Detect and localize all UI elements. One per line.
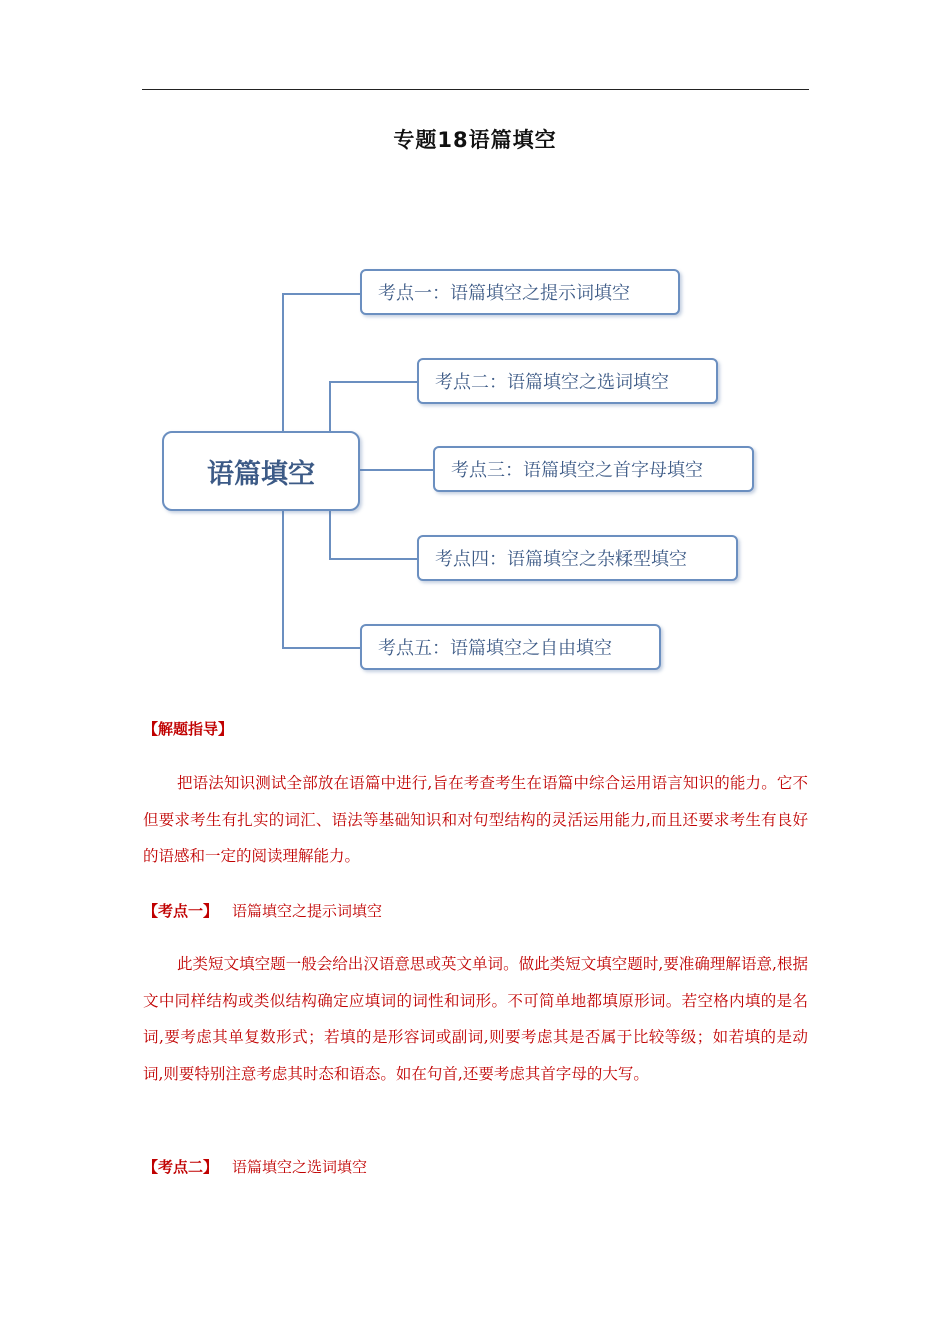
mindmap-connector <box>282 508 284 649</box>
mindmap-center-node: 语篇填空 <box>162 431 360 511</box>
mindmap-connector <box>282 647 360 649</box>
mindmap-connector <box>329 381 331 432</box>
mindmap-connector <box>329 381 417 383</box>
point2-heading <box>143 1156 367 1177</box>
mindmap-connector <box>282 293 360 295</box>
guide-paragraph: 把语法知识测试全部放在语篇中进行,旨在考查考生在语篇中综合运用语言知识的能力。它不但要求考生有扎实的词汇、语法等基础知识和对句型结构的灵活运用能力,而且还要求考生有良好的语感和一定的阅读理解能力。 <box>143 774 808 865</box>
mindmap-connector <box>329 558 417 560</box>
mindmap-node-1: 考点一：语篇填空之提示词填空 <box>360 269 680 315</box>
point1-heading <box>143 900 382 921</box>
mindmap-node-5: 考点五：语篇填空之自由填空 <box>360 624 661 670</box>
mindmap-connector <box>329 508 331 560</box>
mindmap-node-3: 考点三：语篇填空之首字母填空 <box>433 446 754 492</box>
mindmap-connector <box>282 293 284 432</box>
mindmap-diagram <box>150 255 770 685</box>
point2-title: 语篇填空之选词填空 <box>232 1158 368 1176</box>
header-rule <box>142 89 809 90</box>
point1-label: 【考点一】 <box>143 902 219 920</box>
point1-title: 语篇填空之提示词填空 <box>232 902 383 920</box>
guide-heading-label: 【解题指导】 <box>143 720 234 738</box>
point2-label: 【考点二】 <box>143 1158 219 1176</box>
document-title: 专题18语篇填空 <box>393 128 557 152</box>
mindmap-node-2: 考点二：语篇填空之选词填空 <box>417 358 718 404</box>
mindmap-node-4: 考点四：语篇填空之杂糅型填空 <box>417 535 738 581</box>
mindmap-connector <box>356 469 434 471</box>
point1-paragraph: 此类短文填空题一般会给出汉语意思或英文单词。做此类短文填空题时,要准确理解语意,根据文中同样结构或类似结构确定应填词的词性和词形。不可简单地都填原形词。若空格内填的是名词,要考虑其单复数形式；若填的是形容词或副词,则要考虑其是否属于比较等级；如若填的是动词,则要特别注意考虑其时态和语态。如在句首,还要考虑其首字母的大写。 <box>143 955 808 1083</box>
guide-heading <box>143 718 233 739</box>
